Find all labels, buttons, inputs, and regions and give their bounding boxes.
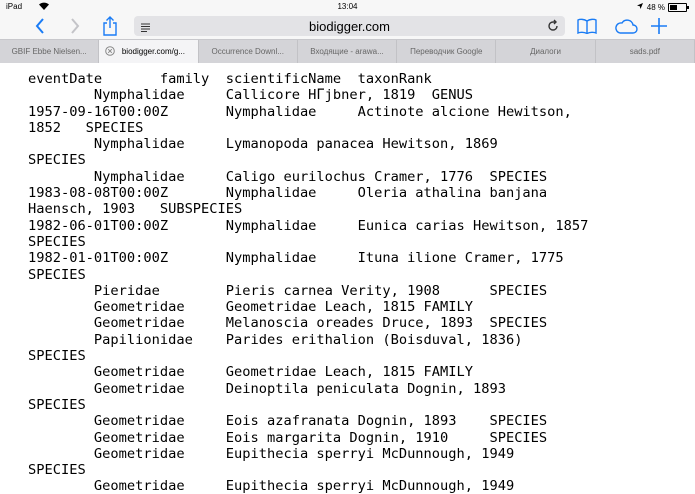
page-content	[0, 63, 695, 494]
text-line: Geometridae Eois azafranata Dognin, 1893 SPECIES	[28, 413, 548, 430]
tab-gbif[interactable]	[0, 40, 99, 63]
text-line: 1983-08-08T00:00Z Nymphalidae Oleria athalina banjana	[28, 185, 548, 202]
url-text: biodigger.com	[309, 19, 390, 34]
text-line: SPECIES	[28, 233, 86, 250]
text-line: SPECIES	[28, 396, 86, 413]
text-line: Haensch, 1903 SUBSPECIES	[28, 201, 243, 218]
back-button[interactable]	[27, 13, 53, 39]
text-line: 1957-09-16T00:00Z Nymphalidae Actinote alcione Hewitson,	[28, 103, 572, 120]
clock: 13:04	[337, 2, 358, 11]
tab-label: Occurrence Downl...	[211, 47, 284, 56]
battery-icon	[668, 3, 687, 12]
address-bar[interactable]	[134, 16, 565, 36]
icloud-tabs-button[interactable]	[612, 13, 640, 39]
share-button[interactable]	[97, 13, 123, 39]
text-line: SPECIES	[28, 266, 86, 283]
text-line: Geometridae Eupithecia sperryi McDunnough, 1949	[28, 445, 515, 462]
text-line: Nymphalidae Lymanopoda panacea Hewitson, 1869	[28, 136, 498, 153]
device-name: iPad	[6, 2, 23, 11]
forward-button[interactable]	[62, 13, 88, 39]
tab-label: Входящие - arawa...	[310, 47, 384, 56]
text-line: Pieridae Pieris carnea Verity, 1908 SPECIES	[28, 282, 548, 299]
text-line: 1852 SPECIES	[28, 119, 144, 136]
tab-occurrence[interactable]	[199, 40, 298, 63]
text-line: SPECIES	[28, 462, 86, 479]
bookmarks-button[interactable]	[574, 13, 600, 39]
text-line: Geometridae Geometridae Leach, 1815 FAMILY	[28, 299, 473, 316]
text-line: Nymphalidae Callicore HΓjbner, 1819 GENUS	[28, 87, 473, 104]
text-line: Papilionidae Parides erithalion (Boisduval, 1836)	[28, 331, 523, 348]
text-line: Geometridae Eois margarita Dognin, 1910 SPECIES	[28, 429, 548, 446]
text-line: SPECIES	[28, 152, 86, 169]
text-line: SPECIES	[28, 348, 86, 365]
tab-translate[interactable]	[397, 40, 496, 63]
location-icon	[636, 2, 644, 12]
new-tab-button[interactable]	[646, 13, 672, 39]
text-line: eventDate family scientificName taxonRank	[28, 71, 432, 87]
tab-dialogs[interactable]	[496, 40, 595, 63]
tab-label: Диалоги	[530, 47, 562, 56]
tab-inbox[interactable]	[298, 40, 397, 63]
tab-bar	[0, 39, 695, 64]
tab-label: sads.pdf	[629, 47, 660, 56]
text-line: 1982-06-01T00:00Z Nymphalidae Eunica carias Hewitson, 1857	[28, 217, 589, 234]
text-line: Geometridae Eupithecia sperryi McDunnough, 1949	[28, 478, 515, 494]
close-tab-icon[interactable]	[105, 46, 115, 58]
tab-sads-pdf[interactable]	[596, 40, 695, 63]
tab-label: Переводчик Google	[410, 47, 483, 56]
safari-toolbar	[0, 13, 695, 39]
reload-icon[interactable]	[547, 19, 559, 38]
text-line: Geometridae Deinoptila peniculata Dognin, 1893	[28, 380, 506, 397]
text-line: 1982-01-01T00:00Z Nymphalidae Ituna ilione Cramer, 1775	[28, 250, 564, 267]
tab-biodigger[interactable]	[99, 40, 198, 63]
tab-label: biodigger.com/g...	[121, 47, 185, 56]
text-line: Geometridae Geometridae Leach, 1815 FAMILY	[28, 364, 473, 381]
tab-label: GBIF Ebbe Nielsen...	[11, 47, 87, 56]
text-line: Nymphalidae Caligo eurilochus Cramer, 1776 SPECIES	[28, 168, 548, 185]
tsv-text	[0, 63, 695, 494]
status-bar	[0, 0, 695, 13]
text-line: Geometridae Melanoscia oreades Druce, 1893 SPECIES	[28, 315, 548, 332]
status-right	[636, 2, 687, 12]
battery-percent: 48 %	[646, 2, 665, 12]
